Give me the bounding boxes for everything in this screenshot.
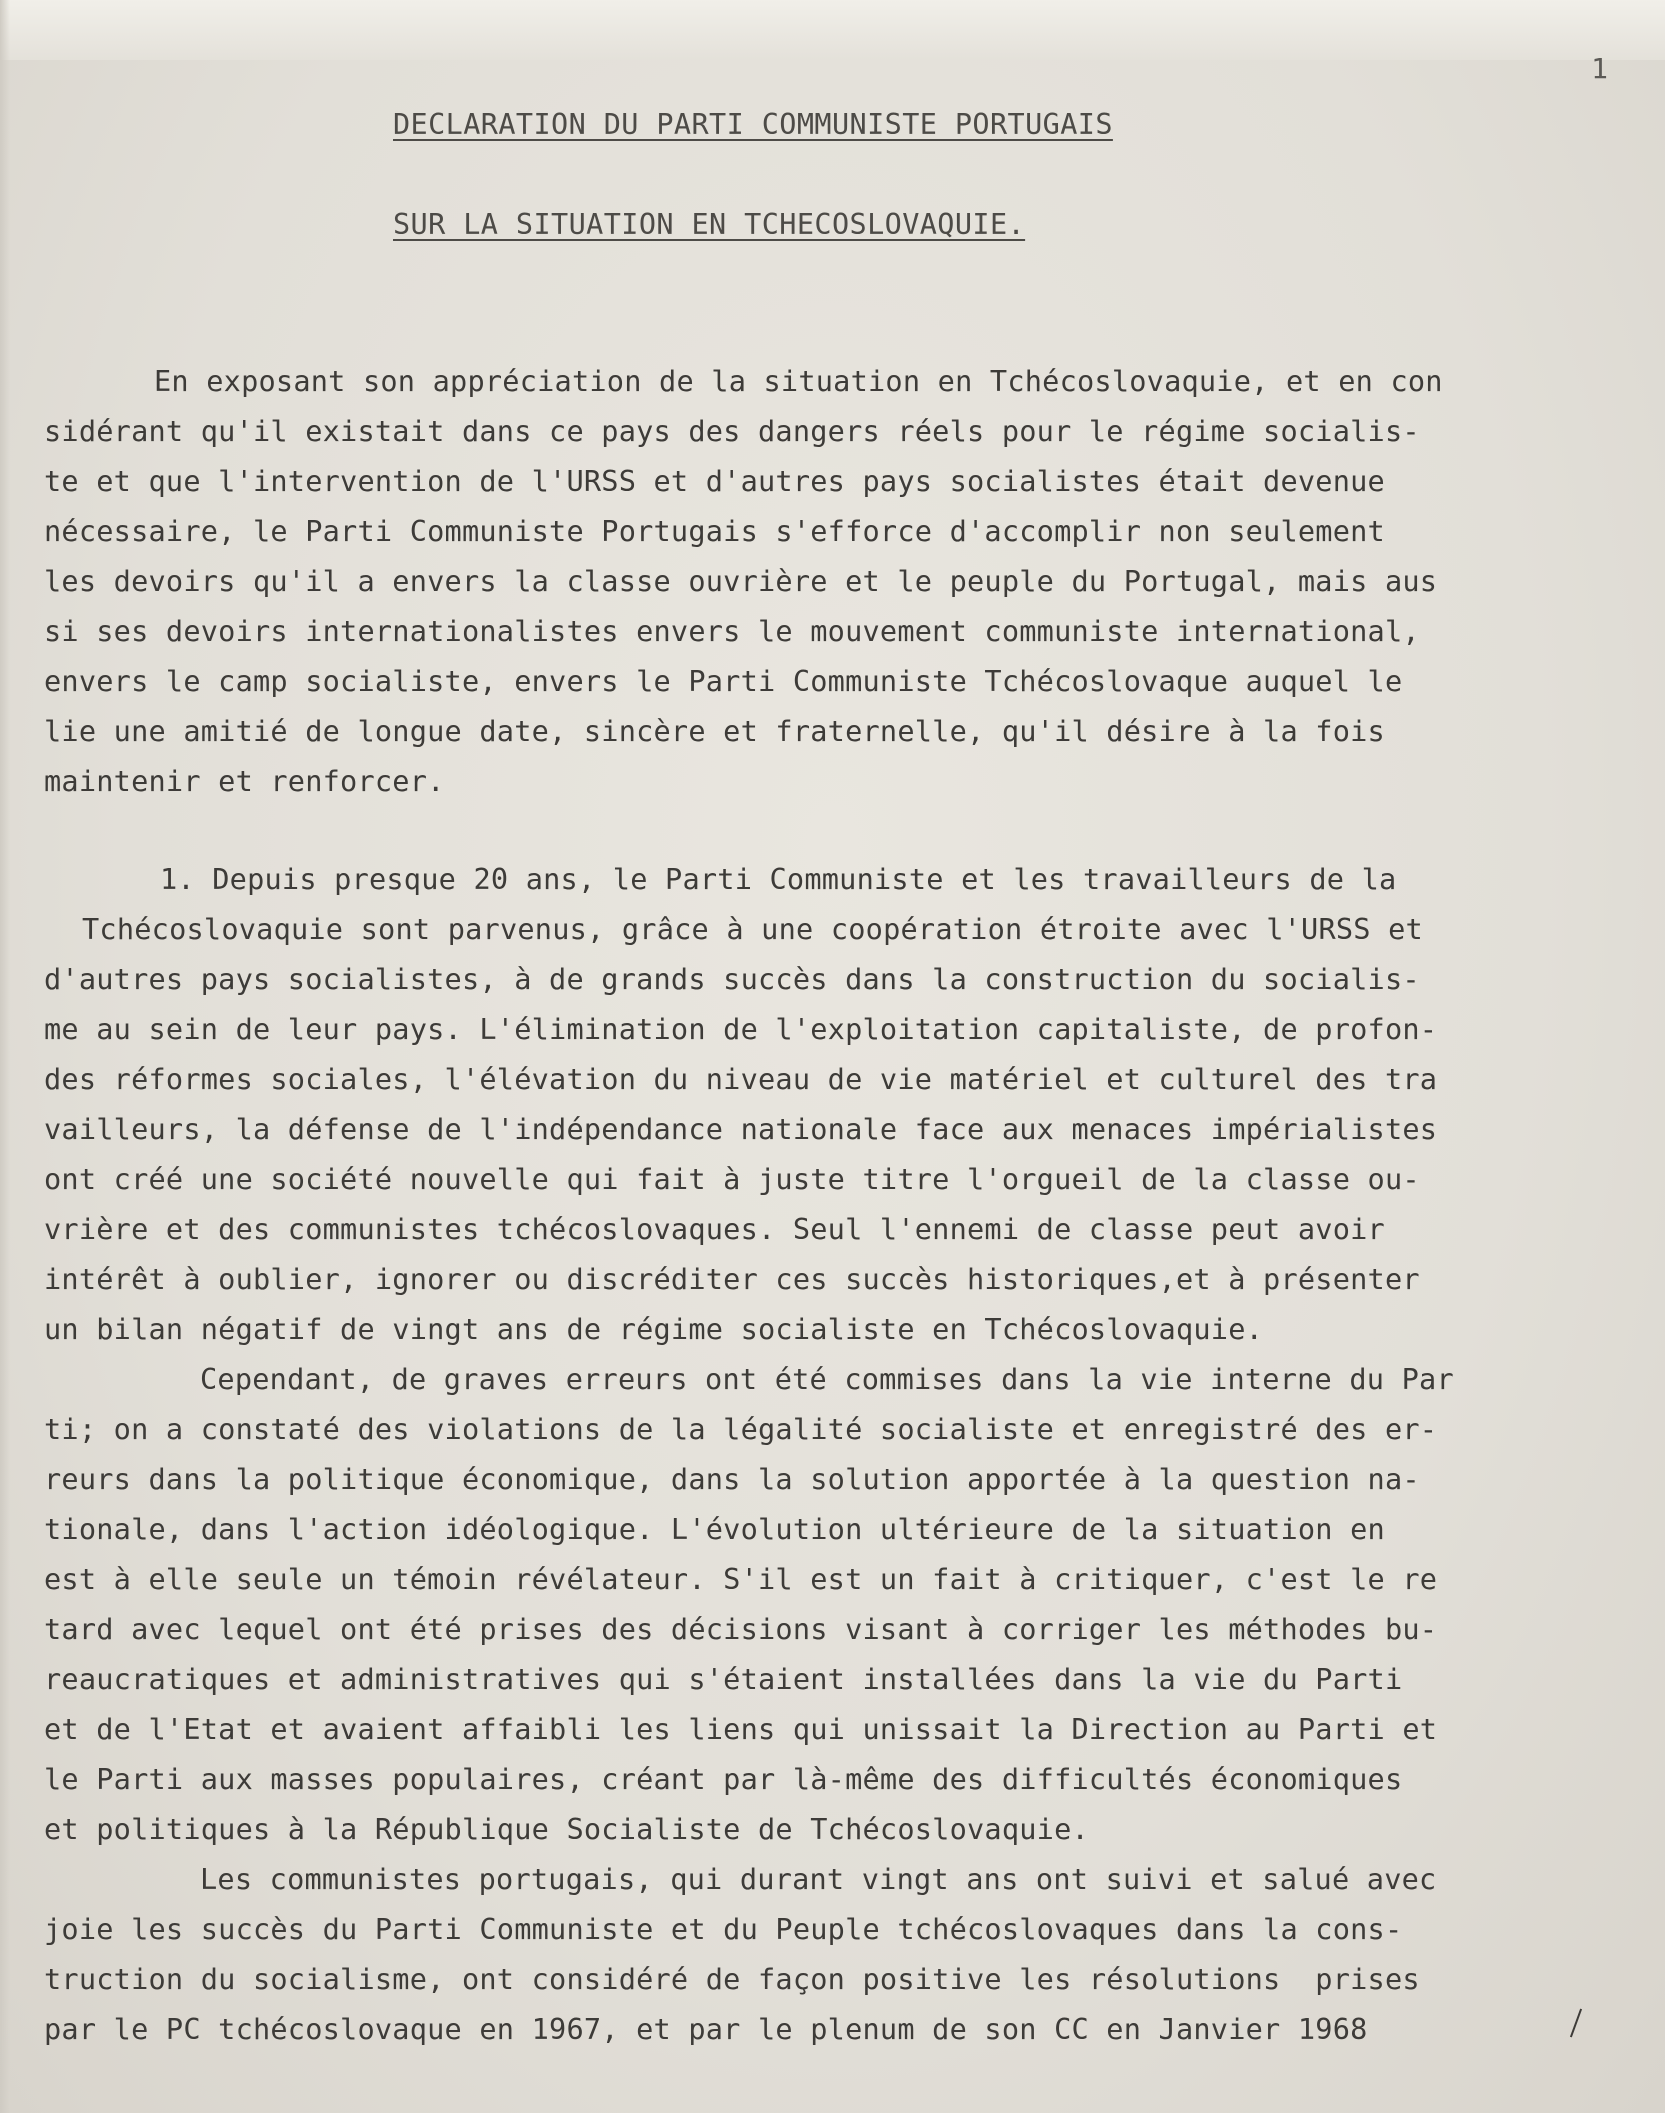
text-line: reurs dans la politique économique, dans la solution apportée à la question na- [44, 1462, 1420, 1496]
text-line: nécessaire, le Parti Communiste Portugais s'efforce d'accomplir non seulement [44, 514, 1385, 548]
text-line: d'autres pays socialistes, à de grands succès dans la construction du socialis- [44, 962, 1420, 996]
text-line: Tchécoslovaquie sont parvenus, grâce à une coopération étroite avec l'URSS et [82, 912, 1423, 946]
text-line: sidérant qu'il existait dans ce pays des dangers réels pour le régime socialis- [44, 414, 1420, 448]
page-left-shadow [0, 0, 10, 2113]
paragraph-gap [44, 806, 1629, 854]
text-line: 1. Depuis presque 20 ans, le Parti Communiste et les travailleurs de la [160, 862, 1397, 896]
text-line: le Parti aux masses populaires, créant par là-même des difficultés économiques [44, 1762, 1403, 1796]
text-line: par le PC tchécoslovaque en 1967, et par le plenum de son CC en Janvier 1968 [44, 2012, 1368, 2046]
text-line: envers le camp socialiste, envers le Parti Communiste Tchécoslovaque auquel le [44, 664, 1403, 698]
text-line: joie les succès du Parti Communiste et du Peuple tchécoslovaques dans la cons- [44, 1912, 1403, 1946]
text-line: tionale, dans l'action idéologique. L'évolution ultérieure de la situation en [44, 1512, 1385, 1546]
page-number: 1 [1591, 52, 1608, 85]
text-line: me au sein de leur pays. L'élimination de l'exploitation capitaliste, de profon- [44, 1012, 1438, 1046]
text-line: les devoirs qu'il a envers la classe ouvrière et le peuple du Portugal, mais aus [44, 564, 1438, 598]
text-line: reaucratiques et administratives qui s'étaient installées dans la vie du Parti [44, 1662, 1403, 1696]
text-line: maintenir et renforcer. [44, 764, 445, 798]
text-line: si ses devoirs internationalistes envers le mouvement communiste international, [44, 614, 1420, 648]
text-line: Cependant, de graves erreurs ont été commises dans la vie interne du Par [200, 1362, 1454, 1396]
text-line: est à elle seule un témoin révélateur. S'il est un fait à critiquer, c'est le re [44, 1562, 1438, 1596]
text-line: En exposant son appréciation de la situation en Tchécoslovaquie, et en con [154, 364, 1443, 398]
document-body [44, 356, 1629, 2054]
text-line: intérêt à oublier, ignorer ou discréditer ces succès historiques,et à présenter [44, 1262, 1420, 1296]
document-title-line-1: DECLARATION DU PARTI COMMUNISTE PORTUGAIS [393, 108, 1113, 141]
paragraph-item-1 [44, 854, 1629, 1354]
document-title-line-2: SUR LA SITUATION EN TCHECOSLOVAQUIE. [393, 208, 1026, 241]
text-line: ti; on a constaté des violations de la légalité socialiste et enregistré des er- [44, 1412, 1438, 1446]
text-line: te et que l'intervention de l'URSS et d'autres pays socialistes était devenue [44, 464, 1385, 498]
page-top-edge [0, 0, 1665, 60]
paragraph-communistes [44, 1854, 1629, 2054]
text-line: ont créé une société nouvelle qui fait à juste titre l'orgueil de la classe ou- [44, 1162, 1420, 1196]
text-line: vrière et des communistes tchécoslovaques. Seul l'ennemi de classe peut avoir [44, 1212, 1385, 1246]
text-line: vailleurs, la défense de l'indépendance nationale face aux menaces impérialistes [44, 1112, 1438, 1146]
text-line: tard avec lequel ont été prises des décisions visant à corriger les méthodes bu- [44, 1612, 1438, 1646]
text-line: Les communistes portugais, qui durant vingt ans ont suivi et salué avec [200, 1862, 1437, 1896]
text-line: et politiques à la République Socialiste de Tchécoslovaquie. [44, 1812, 1089, 1846]
paragraph-cependant [44, 1354, 1629, 1854]
text-line: truction du socialisme, ont considéré de façon positive les résolutions prises [44, 1962, 1420, 1996]
text-line: un bilan négatif de vingt ans de régime socialiste en Tchécoslovaquie. [44, 1312, 1264, 1346]
text-line: et de l'Etat et avaient affaibli les liens qui unissait la Direction au Parti et [44, 1712, 1438, 1746]
paragraph-intro [44, 356, 1629, 806]
text-line: lie une amitié de longue date, sincère et fraternelle, qu'il désire à la fois [44, 714, 1385, 748]
text-line: des réformes sociales, l'élévation du niveau de vie matériel et culturel des tra [44, 1062, 1438, 1096]
